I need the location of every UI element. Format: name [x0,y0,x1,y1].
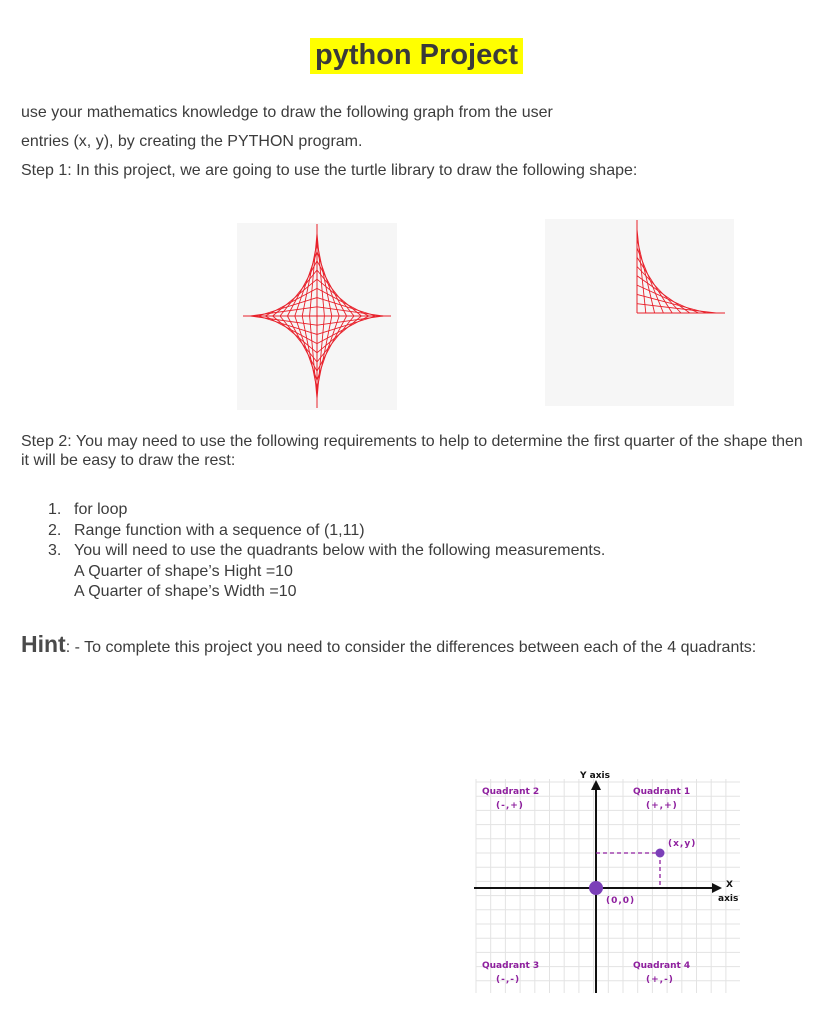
x-axis-label-x: X [726,880,733,890]
measurement-width: A Quarter of shape’s Width =10 [74,583,297,600]
x-axis-label-axis: axis [718,894,739,904]
intro-line-1: use your mathematics knowledge to draw the following graph from the user [21,104,553,121]
quadrant-3-name: Quadrant 3 [482,961,540,971]
origin-marker [589,881,603,895]
list-item [43,500,605,521]
list-text: Range function with a sequence of (1,11) [74,521,365,539]
title-container [0,38,833,74]
list-text: You will need to use the quadrants below with the following measurements. [74,542,606,559]
quadrant-3-signs: (-,-) [496,975,521,985]
list-text: for loop [74,501,128,518]
quadrant-2-signs: (-,+) [496,801,524,811]
string-art-astroid-icon [237,223,397,410]
list-number: 1. [48,501,62,518]
quadrant-grid-svg [474,765,744,995]
list-number: 2. [48,521,62,539]
quarter-shape-figure [545,219,734,406]
string-art-quarter-icon [545,219,734,406]
page-title: python Project [310,38,523,74]
hint-paragraph [21,632,811,660]
step1-text: Step 1: In this project, we are going to use the turtle library to draw the following shape: [21,162,638,179]
step2-text: Step 2: You may need to use the following requirements to help to determine the first quarter of the shape then it will be easy to draw the rest: [21,433,803,469]
quadrant-4-name: Quadrant 4 [633,961,691,971]
list-item [43,541,605,603]
x-axis-arrow-icon [712,883,722,893]
quadrant-4-signs: (+,-) [646,975,674,985]
origin-label: (0,0) [606,896,636,906]
quadrant-1-signs: (+,+) [646,801,678,811]
point-marker [656,849,665,858]
y-axis-label: Y axis [580,771,610,781]
intro-line-2: entries (x, y), by creating the PYTHON program. [21,133,363,150]
requirements-list [43,500,605,603]
point-label: (x,y) [668,839,697,849]
list-item [43,521,605,542]
quadrant-2-name: Quadrant 2 [482,787,540,797]
hint-label: Hint [21,631,66,657]
measurement-height: A Quarter of shape’s Hight =10 [74,562,293,580]
quadrant-1-name: Quadrant 1 [633,787,691,797]
hint-text: : - To complete this project you need to consider the differences between each of the 4 quadrants: [65,639,757,656]
quadrant-diagram [474,765,744,995]
list-number: 3. [48,542,62,559]
full-shape-figure [237,223,397,410]
